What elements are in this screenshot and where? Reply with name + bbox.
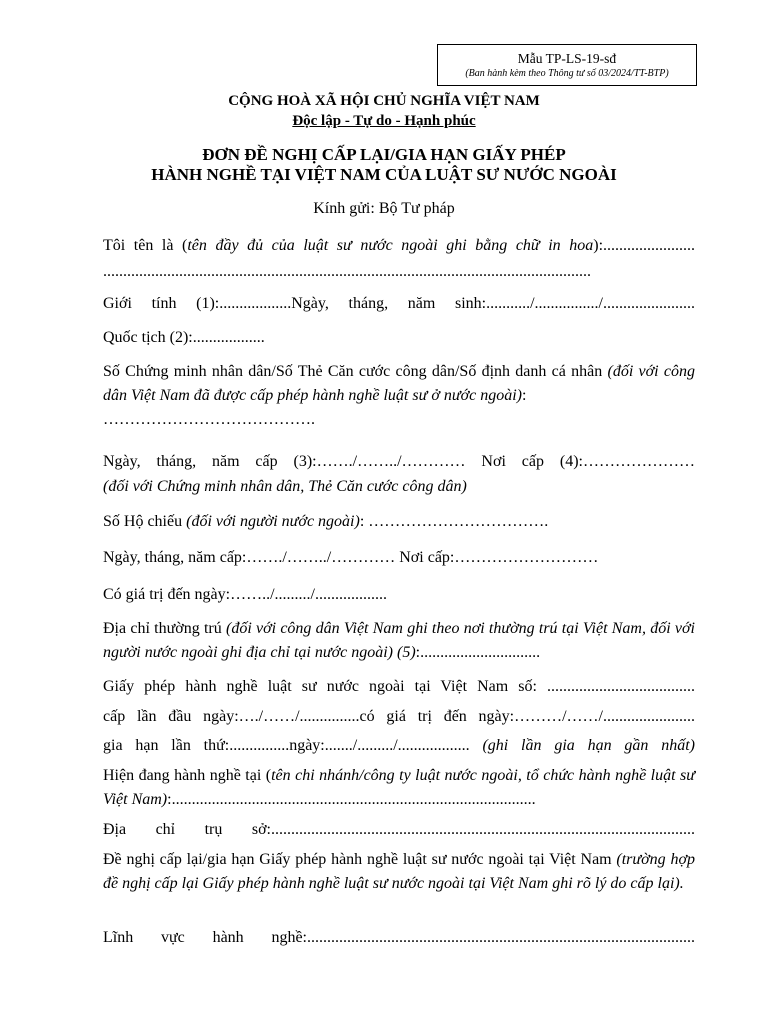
id-number-field xyxy=(103,360,695,432)
request-field xyxy=(103,848,695,896)
passport-dots: : ……………………………. xyxy=(359,513,549,530)
id-issue-note xyxy=(103,475,695,499)
license-number-field: Giấy phép hành nghề luật sư nước ngoài tại Việt Nam số: ..................................... xyxy=(103,678,695,695)
renewal-field xyxy=(103,734,695,758)
current-practice-field xyxy=(103,764,695,812)
first-issue-field: cấp lần đầu ngày:…./……/...............có giá trị đến ngày:………/……/....................... xyxy=(103,708,695,725)
full-name-dots: ):....................... xyxy=(593,237,695,254)
request-instruction: (trường hợp đề nghị cấp lại Giấy phép hành nghề luật sư nước ngoài tại Việt Nam ghi rõ lý do cấp lại). xyxy=(103,851,695,892)
id-number-label: Số Chứng minh nhân dân/Số Thẻ Căn cước công dân/Số định danh cá nhân xyxy=(103,363,608,380)
permanent-address-field xyxy=(103,617,695,665)
passport-label: Số Hộ chiếu xyxy=(103,513,187,530)
id-issue-date-field: Ngày, tháng, năm cấp (3):……./……../………… Nơi cấp (4):………………… xyxy=(103,453,695,470)
renewal-label: gia hạn lần thứ:...............ngày:......./........./.................. xyxy=(103,737,483,754)
practice-label: Hiện đang hành nghề tại ( xyxy=(103,767,272,784)
valid-until-field: Có giá trị đến ngày:……../........./.................. xyxy=(103,586,387,603)
address-dots: :.............................. xyxy=(415,644,541,661)
recipient: Kính gửi: Bộ Tư pháp xyxy=(313,200,455,217)
full-name-field xyxy=(103,234,695,258)
id-number-dots: …………………………………. xyxy=(103,411,315,428)
id-number-instruction: (đối với công dân Việt Nam đã được cấp phép hành nghề luật sư ở nước ngoài) xyxy=(103,363,695,404)
renewal-instruction: (ghi lần gia hạn gần nhất) xyxy=(482,737,695,754)
full-name-label: Tôi tên là ( xyxy=(103,237,188,254)
form-issuance-note: (Ban hành kèm theo Thông tư số 03/2024/TT-BTP) xyxy=(465,68,669,79)
practice-instruction: tên chi nhánh/công ty luật nước ngoài, tổ chức hành nghề luật sư Việt Nam) xyxy=(103,767,695,808)
address-instruction: (đối với công dân Việt Nam ghi theo nơi thường trú tại Việt Nam, đối với người nước ngoài ghi địa chỉ tại nước ngoài) (5) xyxy=(103,620,695,661)
passport-instruction: (đối với người nước ngoài) xyxy=(186,513,360,530)
document-title-line-1: ĐƠN ĐỀ NGHỊ CẤP LẠI/GIA HẠN GIẤY PHÉP xyxy=(202,145,566,164)
address-label: Địa chỉ thường trú xyxy=(103,620,226,637)
national-motto xyxy=(0,112,768,130)
document-title-line-2: HÀNH NGHỀ TẠI VIỆT NAM CỦA LUẬT SƯ NƯỚC NGOÀI xyxy=(151,165,617,184)
practice-dots: :........................................................................................... xyxy=(167,791,536,808)
office-address-field: Địa chỉ trụ sở:.......................................................................................................... xyxy=(103,821,695,838)
id-number-colon: : xyxy=(522,387,527,404)
id-issue-note-text: (đối với Chứng minh nhân dân, Thẻ Căn cước công dân) xyxy=(103,478,467,495)
motto-text: Độc lập - Tự do - Hạnh phúc xyxy=(292,113,476,129)
full-name-continuation: .......................................................................................................................... xyxy=(103,263,591,280)
field-of-practice: Lĩnh vực hành nghề:................................................................................................. xyxy=(103,929,695,946)
request-label: Đề nghị cấp lại/gia hạn Giấy phép hành nghề luật sư nước ngoài tại Việt Nam xyxy=(103,851,617,868)
passport-field xyxy=(103,510,695,534)
country-name: CỘNG HOÀ XÃ HỘI CHỦ NGHĨA VIỆT NAM xyxy=(228,93,540,109)
form-code-box xyxy=(437,44,697,86)
nationality-field: Quốc tịch (2):.................. xyxy=(103,329,265,346)
full-name-instruction: tên đầy đủ của luật sư nước ngoài ghi bằng chữ in hoa xyxy=(187,237,594,254)
passport-issue-field: Ngày, tháng, năm cấp:……./……../………… Nơi cấp:……………………… xyxy=(103,549,599,566)
form-code: Mẫu TP-LS-19-sđ xyxy=(517,51,617,66)
gender-birthdate-field: Giới tính (1):..................Ngày, tháng, năm sinh:.........../................/....................... xyxy=(103,295,695,312)
